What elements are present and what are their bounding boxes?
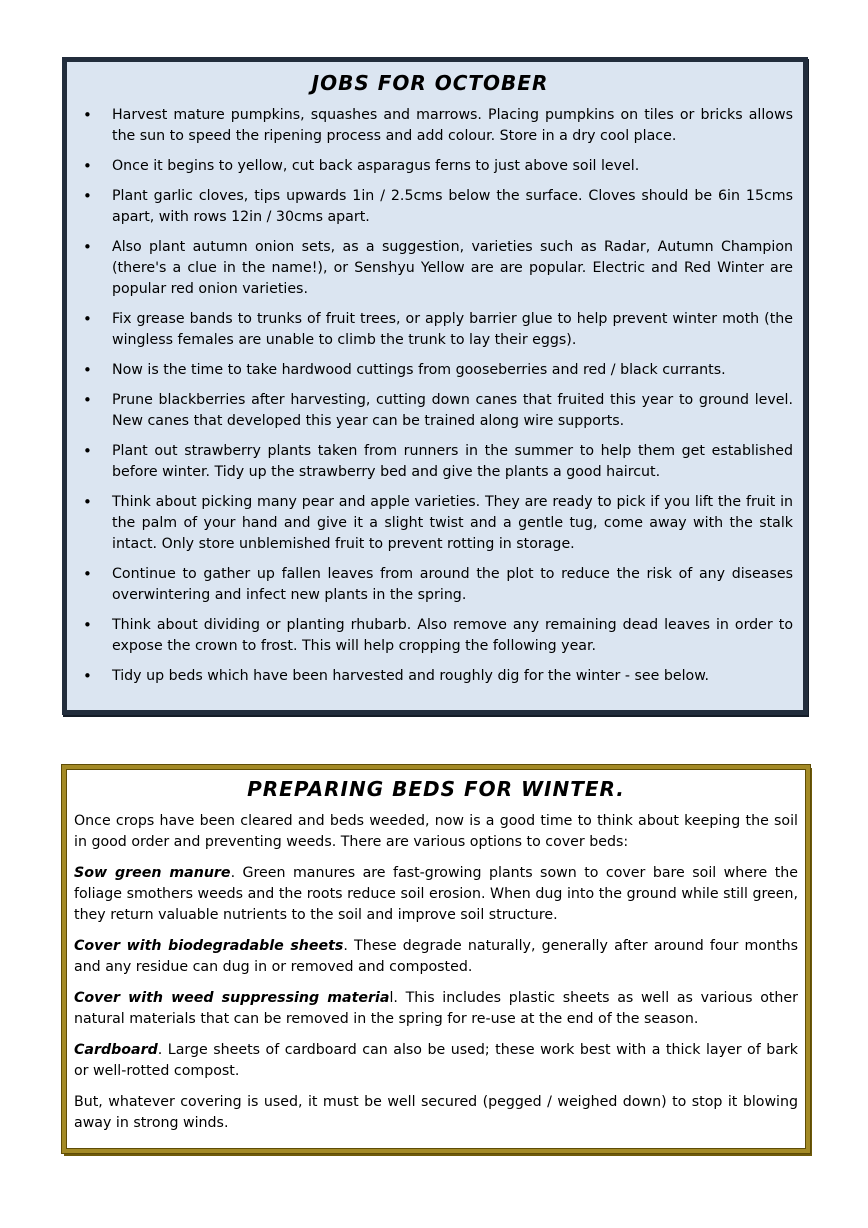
winter-box-title: PREPARING BEDS FOR WINTER. [247,777,625,801]
jobs-box-title: JOBS FOR OCTOBER [311,71,549,95]
bullet-item: • Plant garlic cloves, tips upwards 1in / 2.5cms below the surface. Cloves should be 6in 15cms apart, with rows 12in / 30cms apart. [67,186,793,228]
paragraph-text: . Green manures are fast-growing plants sown to cover bare soil where the foliage smothers weeds and the roots reduce soil erosion. When dug into the ground while still green, they return valuable nutrients to the soil and improve soil structure. [74,865,799,923]
bullet-item: • Think about dividing or planting rhubarb. Also remove any remaining dead leaves in order to expose the crown to frost. This will help cropping the following year. [67,615,793,657]
paragraph-lead: Cover with weed suppressing materia [74,990,390,1006]
bullet-item: • Plant out strawberry plants taken from runners in the summer to help them get established before winter. Tidy up the strawberry bed and give the plants a good haircut. [67,441,793,483]
paragraph-lead: Cardboard [74,1042,158,1058]
jobs-for-october-box [62,57,808,715]
winter-paragraph [74,811,798,853]
bullet-item: • Once it begins to yellow, cut back asparagus ferns to just above soil level. [67,156,793,177]
paragraph-text: l. This includes plastic sheets as well as various other natural materials that can be removed in the spring for re-use at the end of the season. [74,990,798,1027]
paragraph-text: . These degrade naturally, generally after around four months and any residue can dug in or removed and composted. [74,938,798,975]
paragraph-text: . Large sheets of cardboard can also be used; these work best with a thick layer of bark or well-rotted compost. [74,1042,798,1079]
bullet-item: • Also plant autumn onion sets, as a suggestion, varieties such as Radar, Autumn Champion (there's a clue in the name!), or Senshyu Yellow are are popular. Electric and Red Winter are popular red onion varieties. [67,237,793,300]
paragraph-lead: Sow green manure [74,865,231,881]
bullet-item: • Now is the time to take hardwood cuttings from gooseberries and red / black currants. [67,360,793,381]
winter-paragraph [74,936,798,978]
winter-paragraph [74,988,798,1030]
preparing-beds-box [62,765,810,1153]
bullet-item: • Think about picking many pear and apple varieties. They are ready to pick if you lift the fruit in the palm of your hand and give it a slight twist and a gentle tug, come away with the stalk intact. Only store unblemished fruit to prevent rotting in storage. [67,492,793,555]
paragraph-lead: Cover with biodegradable sheets [74,938,344,954]
bullet-item: • Tidy up beds which have been harvested and roughly dig for the winter - see below. [67,666,793,687]
winter-paragraph [74,1040,798,1082]
paragraph-text: But, whatever covering is used, it must be well secured (pegged / weighed down) to stop it blowing away in strong winds. [74,1094,798,1131]
bullet-item: • Prune blackberries after harvesting, cutting down canes that fruited this year to ground level. New canes that developed this year can be trained along wire supports. [67,390,793,432]
winter-paragraph [74,863,798,926]
jobs-bullet-list [67,105,793,687]
paragraph-text: Once crops have been cleared and beds weeded, now is a good time to think about keeping the soil in good order and preventing weeds. There are various options to cover beds: [74,813,798,850]
winter-paragraph [74,1092,798,1134]
bullet-item: • Fix grease bands to trunks of fruit trees, or apply barrier glue to help prevent winter moth (the wingless females are unable to climb the trunk to lay their eggs). [67,309,793,351]
bullet-item: • Continue to gather up fallen leaves from around the plot to reduce the risk of any diseases overwintering and infect new plants in the spring. [67,564,793,606]
bullet-item: • Harvest mature pumpkins, squashes and marrows. Placing pumpkins on tiles or bricks allows the sun to speed the ripening process and add colour. Store in a dry cool place. [67,105,793,147]
